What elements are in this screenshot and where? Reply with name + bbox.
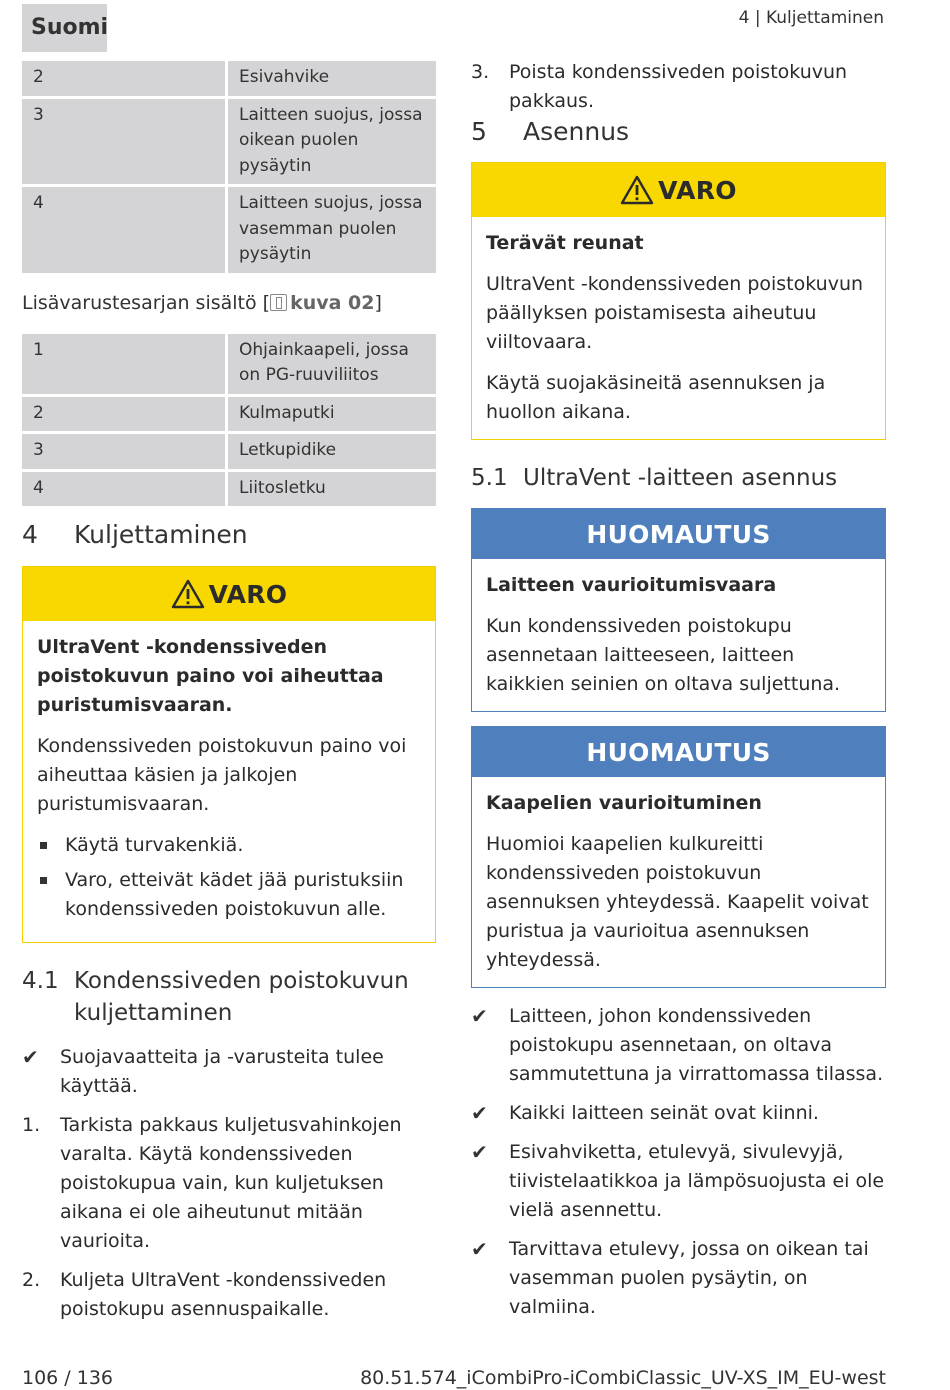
table-row	[22, 99, 436, 185]
checkmark-icon: ✔	[471, 1237, 488, 1261]
section-number: 5.1	[471, 465, 508, 491]
section-number: 4	[22, 520, 38, 549]
table-cell-description: Laitteen suojus, jossa vasemman puolen pysäytin	[228, 187, 436, 273]
page-number: 106 / 136	[22, 1367, 114, 1389]
table-cell-description: Kulmaputki	[228, 397, 436, 432]
caution-header	[23, 567, 435, 621]
caution-lead: UltraVent -kondenssiveden poistokuvun paino voi aiheuttaa puristumisvaaran.	[37, 636, 384, 716]
table-cell-number: 2	[22, 61, 225, 96]
notice-text: Huomioi kaapelien kulkureitti kondenssiveden poistokuvun asennuksen yhteydessä. Kaapelit voivat puristua ja vaurioitua asennuksen yhteydessä.	[486, 833, 869, 971]
section-title: Asennus	[523, 117, 630, 146]
table-row	[22, 397, 436, 432]
list-item: Varo, etteivät kädet jää puristuksiin kondenssiveden poistokuvun alle.	[37, 866, 421, 924]
transport-steps-continued	[471, 58, 886, 116]
section-number: 4.1	[22, 968, 59, 994]
list-item	[22, 1111, 436, 1256]
table-cell-description: Letkupidike	[228, 434, 436, 469]
figure-icon	[270, 294, 287, 311]
caution-box-sharp-edges	[471, 162, 886, 440]
table-cell-description: Liitosletku	[228, 472, 436, 507]
caution-body	[472, 217, 885, 439]
section-4-1-heading	[22, 965, 436, 1029]
checkmark-icon: ✔	[22, 1045, 39, 1069]
step-number: 1.	[22, 1114, 41, 1136]
table-cell-description: Ohjainkaapeli, jossa on PG-ruuviliitos	[228, 334, 436, 394]
table-cell-description: Laitteen suojus, jossa oikean puolen pysäytin	[228, 99, 436, 185]
table-cell-number: 1	[22, 334, 225, 394]
parts-table-1	[19, 58, 439, 276]
step-text: Suojavaatteita ja -varusteita tulee käyttää.	[60, 1046, 384, 1097]
list-item	[471, 58, 886, 116]
caution-label: VARO	[208, 579, 288, 609]
caution-box-crush	[22, 566, 436, 943]
transport-steps	[22, 1043, 436, 1324]
notice-box-cable-damage	[471, 726, 886, 988]
step-text: Poista kondenssiveden poistokuvun pakkaus.	[509, 61, 848, 112]
checkmark-icon: ✔	[471, 1004, 488, 1028]
document-id: 80.51.574_iCombiPro-iCombiClassic_UV-XS_IM_EU-west	[360, 1367, 886, 1389]
parts-table-2	[19, 331, 439, 510]
list-item	[22, 1043, 436, 1101]
prerequisite-text: Esivahviketta, etulevyä, sivulevyjä, tiivistelaatikkoa ja lämpösuojusta ei ole vielä asennettu.	[509, 1141, 885, 1221]
figure-reference-link[interactable]: kuva 02	[290, 291, 375, 314]
accessory-kit-caption	[22, 290, 436, 317]
caption-close: ]	[374, 291, 382, 314]
section-title: Kuljettaminen	[74, 520, 248, 549]
table-row	[22, 61, 436, 96]
prerequisite-text: Tarvittava etulevy, jossa on oikean tai vasemman puolen pysäytin, on valmiina.	[509, 1238, 869, 1318]
section-4-heading	[22, 519, 436, 551]
caution-label: VARO	[658, 175, 737, 205]
prerequisite-text: Kaikki laitteen seinät ovat kiinni.	[509, 1102, 819, 1124]
table-row	[22, 334, 436, 394]
caution-bullet-list	[37, 831, 421, 924]
notice-lead: Laitteen vaurioitumisvaara	[486, 574, 777, 596]
caution-text: UltraVent -kondenssiveden poistokuvun päällyksen poistamisesta aiheutuu viiltovaara.	[486, 273, 864, 353]
notice-header: HUOMAUTUS	[472, 727, 885, 777]
table-cell-number: 2	[22, 397, 225, 432]
step-text: Tarkista pakkaus kuljetusvahinkojen varalta. Käytä kondenssiveden poistokupua vain, kun kuljetuksen aikana ei ole aiheutunut mitään vaurioita.	[60, 1114, 402, 1252]
notice-body	[472, 559, 885, 711]
caution-body	[23, 621, 435, 942]
caution-lead: Terävät reunat	[486, 232, 644, 254]
checkmark-icon: ✔	[471, 1101, 488, 1125]
section-title: UltraVent -laitteen asennus	[523, 465, 838, 491]
notice-text: Kun kondenssiveden poistokupu asennetaan laitteeseen, laitteen kaikkien seinien on oltava suljettuna.	[486, 615, 841, 695]
step-number: 3.	[471, 61, 490, 83]
installation-prerequisites	[471, 1002, 886, 1322]
notice-header: HUOMAUTUS	[472, 509, 885, 559]
right-column	[471, 58, 886, 1332]
list-item	[22, 1266, 436, 1324]
list-item	[471, 1235, 886, 1322]
section-5-1-heading	[471, 462, 886, 494]
list-item: Käytä turvakenkiä.	[37, 831, 421, 860]
running-head: 4 | Kuljettaminen	[738, 8, 884, 28]
step-number: 2.	[22, 1269, 41, 1291]
table-row	[22, 187, 436, 273]
table-cell-number: 4	[22, 187, 225, 273]
table-row	[22, 434, 436, 469]
caution-header	[472, 163, 885, 217]
warning-triangle-icon	[171, 579, 205, 609]
notice-box-device-damage	[471, 508, 886, 712]
table-row	[22, 472, 436, 507]
prerequisite-text: Laitteen, johon kondenssiveden poistokupu asennetaan, on oltava sammutettuna ja virrattomassa tilassa.	[509, 1005, 884, 1085]
section-number: 5	[471, 117, 487, 146]
caution-text: Kondenssiveden poistokuvun paino voi aiheuttaa käsien ja jalkojen puristumisvaaran.	[37, 735, 407, 815]
checkmark-icon: ✔	[471, 1140, 488, 1164]
table-cell-number: 4	[22, 472, 225, 507]
table-cell-description: Esivahvike	[228, 61, 436, 96]
language-tab: Suomi	[22, 4, 107, 52]
step-text: Kuljeta UltraVent -kondenssiveden poistokupu asennuspaikalle.	[60, 1269, 387, 1320]
caution-text: Käytä suojakäsineitä asennuksen ja huollon aikana.	[486, 372, 826, 423]
notice-lead: Kaapelien vaurioituminen	[486, 792, 762, 814]
caption-text: Lisävarustesarjan sisältö [	[22, 291, 271, 314]
table-cell-number: 3	[22, 99, 225, 185]
list-item	[471, 1138, 886, 1225]
section-title: Kondenssiveden poistokuvun kuljettaminen	[74, 968, 409, 1026]
list-item	[471, 1099, 886, 1128]
table-cell-number: 3	[22, 434, 225, 469]
left-column	[22, 58, 436, 1334]
list-item	[471, 1002, 886, 1089]
section-5-heading	[471, 116, 886, 148]
notice-body	[472, 777, 885, 987]
warning-triangle-icon	[620, 175, 654, 205]
